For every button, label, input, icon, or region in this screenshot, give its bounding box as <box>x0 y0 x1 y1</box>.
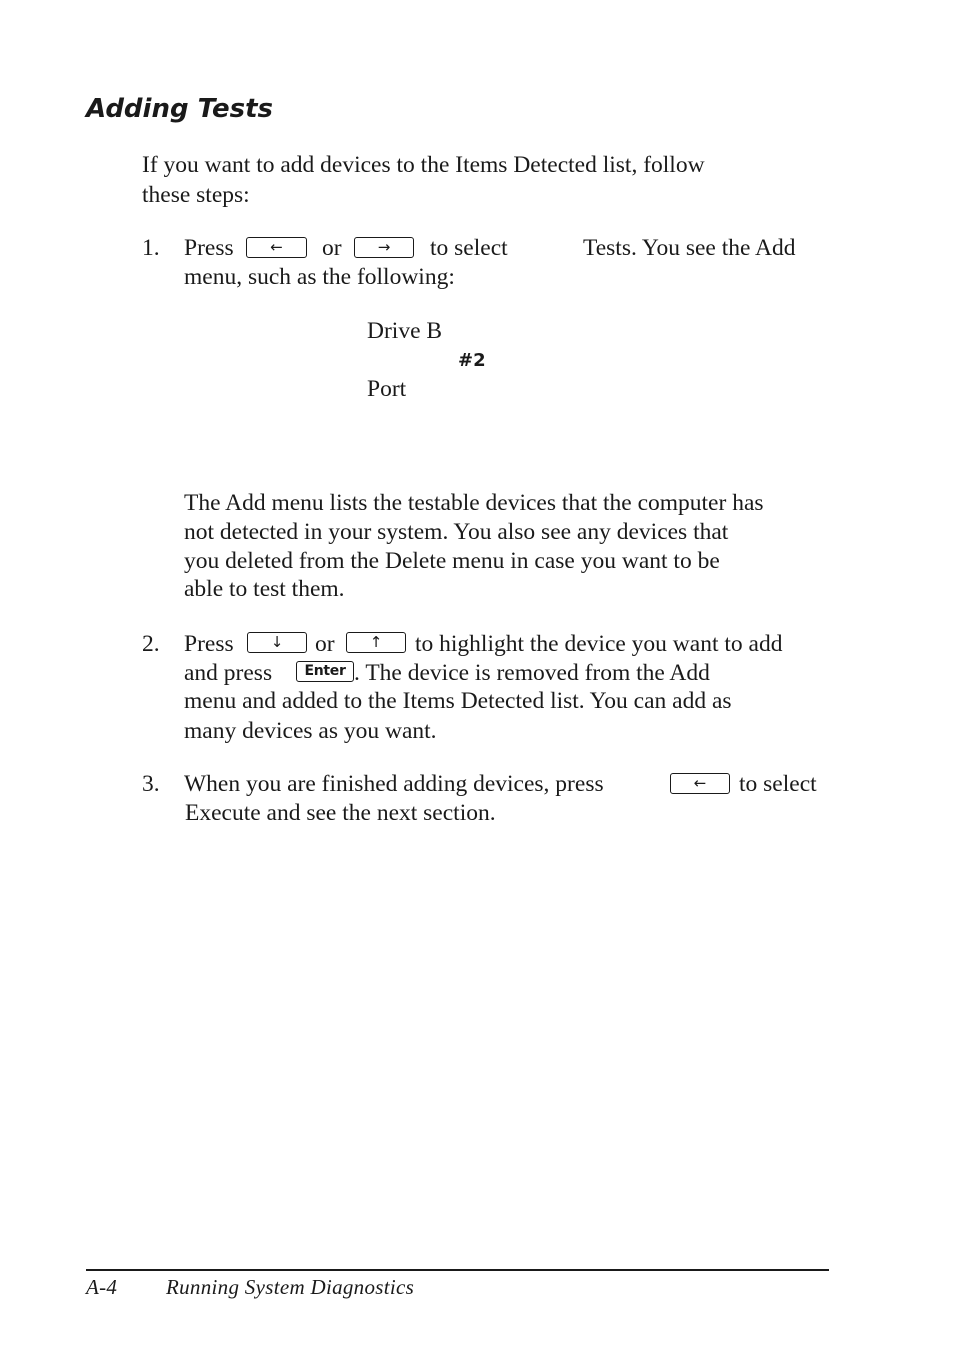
step-2-and-press: and press <box>184 660 273 686</box>
step-3-line-1: When you are finished adding devices, press <box>184 771 604 797</box>
footer-rule <box>86 1269 829 1271</box>
section-heading: Adding Tests <box>86 94 274 124</box>
intro-line-1: If you want to add devices to the Items Detected list, follow <box>142 152 705 178</box>
explanation-line-2: not detected in your system. You also see any devices that <box>184 519 729 545</box>
step-1-press: Press <box>184 235 234 261</box>
step-2-line-3: menu and added to the Items Detected list. You can add as <box>184 688 732 714</box>
left-arrow-key: ← <box>246 237 307 258</box>
step-2-press: Press <box>184 631 234 657</box>
step-1-line-2: menu, such as the following: <box>184 264 455 290</box>
menu-item-port: Port <box>367 376 407 402</box>
menu-item-drive-b: Drive B <box>367 318 443 344</box>
right-arrow-key: → <box>354 237 414 258</box>
up-arrow-key: ↑ <box>346 632 406 653</box>
explanation-line-1: The Add menu lists the testable devices that the computer has <box>184 490 764 516</box>
step-2-line-2: . The device is removed from the Add <box>354 660 710 686</box>
enter-key: Enter <box>296 661 354 682</box>
step-3-to-select: to select <box>739 771 817 797</box>
down-arrow-key: ↓ <box>247 632 307 653</box>
footer-running-title: Running System Diagnostics <box>166 1275 415 1299</box>
step-2-tail: to highlight the device you want to add <box>415 631 783 657</box>
step-2-or: or <box>315 631 335 657</box>
step-2-line-4: many devices as you want. <box>184 718 437 744</box>
step-1-tail: Tests. You see the Add <box>583 235 796 261</box>
footer-page-number: A-4 <box>86 1275 118 1299</box>
step-1-number: 1. <box>142 235 160 261</box>
step-1-to-select: to select <box>430 235 508 261</box>
step-1-or: or <box>322 235 342 261</box>
menu-item-number-2: #2 <box>458 350 486 371</box>
left-arrow-key: ← <box>670 773 730 794</box>
step-2-number: 2. <box>142 631 160 657</box>
step-3-number: 3. <box>142 771 160 797</box>
explanation-line-3: you deleted from the Delete menu in case you want to be <box>184 548 720 574</box>
step-3-line-2: Execute and see the next section. <box>185 800 496 826</box>
explanation-line-4: able to test them. <box>184 576 345 602</box>
intro-line-2: these steps: <box>142 182 250 208</box>
